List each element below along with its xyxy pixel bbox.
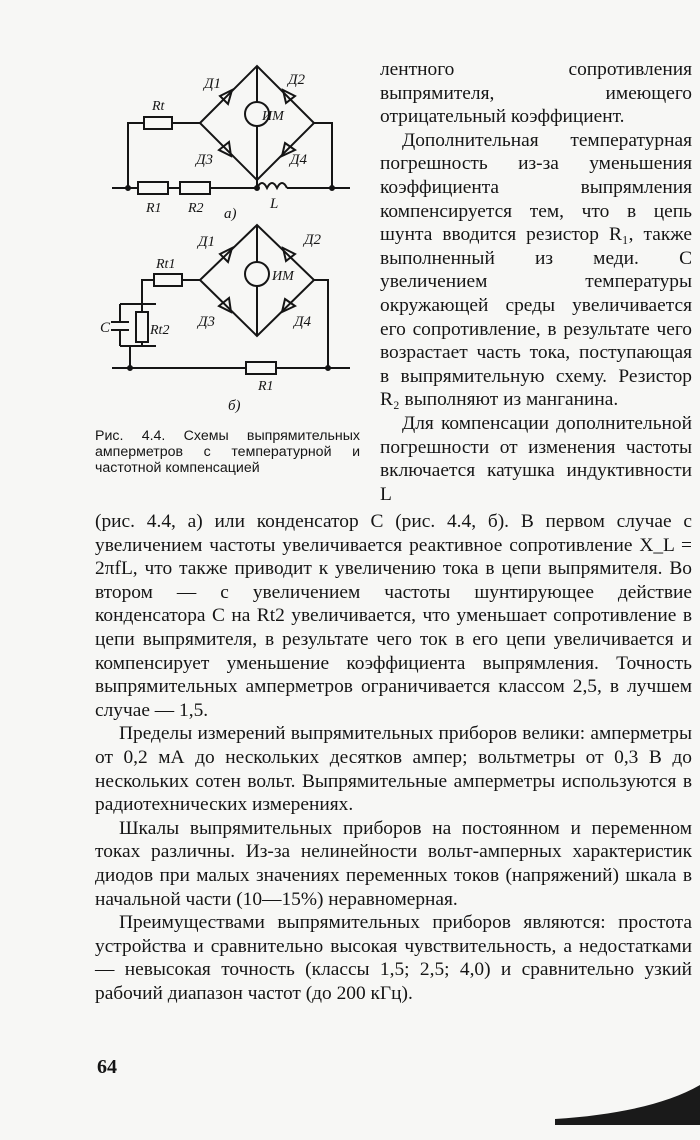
label-d2-b: Д2 — [304, 232, 322, 248]
paragraph: Дополнительная температурная погрешность из-за уменьшения коэффициента выпрямления компенсируется тем, что в цепь шунта вводится резистор R₁, также выполненный из меди. С увеличением температуры окружающей среды увеличивается его сопротивление, в результате чего возрастает часть тока, поступающая в выпрямительную схему. Резистор R₂ выполняют из манганина. — [380, 129, 692, 411]
paragraph: Шкалы выпрямительных приборов на постоянном и переменном токах различны. Из-за нелинейности вольт-амперных характеристик диодов при малых значениях переменных токов (напряжений) шкала в начальной части (10—15%) неравномерная. — [95, 817, 692, 910]
label-meter-b: ИМ — [272, 269, 294, 284]
page-edge-shadow — [555, 1075, 700, 1125]
resistor-rt1-icon — [154, 274, 182, 286]
paragraph: Пределы измерений выпрямительных приборов велики: амперметры от 0,2 мА до нескольких десятков ампер; вольтметры от 0,3 В до нескольких сотен вольт. Выпрямительные амперметры используются в радиотехнических измерениях. — [95, 723, 692, 816]
resistor-r2-icon — [180, 182, 210, 194]
circuit-diagrams — [100, 40, 370, 420]
circuit-figure — [100, 40, 370, 420]
label-d2-a: Д2 — [288, 72, 306, 88]
resistor-r1-b-icon — [246, 362, 276, 374]
paragraph: Преимуществами выпрямительных приборов являются: простота устройства и сравнительно высокая чувствительность, а недостатками — невысокая точность (классы 1,5; 2,5; 4,0) и сравнительно узкий рабочий диапазон частот (до 200 кГц). — [95, 912, 692, 1004]
paragraph: (рис. 4.4, а) или конденсатор C (рис. 4.4, б). В первом случае с увеличением частоты увеличивается реактивное сопротивление X_L = 2πfL, что также приводит к увеличению тока в цепи выпрямителя. Во втором — с увеличением частоты шунтирующее действие конденсатора C на Rt2 увеличивается, что уменьшает сопротивление в цепи выпрямителя, в результате чего ток в его цепи увеличивается и компенсирует уменьшение коэффициента выпрямления. Точность выпрямительных амперметров ограничивается классом 2,5, в лучшем случае — 1,5. — [95, 511, 692, 721]
label-r2: R2 — [188, 201, 204, 216]
figure-caption: Рис. 4.4. Схемы выпрямительных амперметров с температурной и частотной компенсацией — [95, 428, 360, 476]
label-meter-a: ИМ — [262, 109, 284, 124]
page-number: 64 — [97, 1056, 117, 1078]
right-column-text — [380, 58, 692, 506]
resistor-rt-icon — [144, 117, 172, 129]
label-l: L — [270, 196, 279, 212]
resistor-r1-a-icon — [138, 182, 168, 194]
resistor-rt2-icon — [136, 312, 148, 342]
label-d4-b: Д4 — [294, 314, 312, 330]
paragraph: лентного сопротивления выпрямителя, имеющего отрицательный коэффициент. — [380, 59, 692, 128]
label-d3-a: Д3 — [196, 152, 214, 168]
label-rt2: Rt2 — [150, 323, 170, 338]
label-r1-a: R1 — [146, 201, 162, 216]
label-rt1: Rt1 — [156, 257, 176, 272]
label-d1-a: Д1 — [204, 76, 222, 92]
label-rt: Rt — [152, 99, 165, 114]
circuit-a — [112, 66, 350, 194]
label-c: C — [100, 320, 111, 336]
label-panel-a: а) — [224, 206, 237, 222]
inductor-l-icon — [257, 183, 287, 188]
label-d3-b: Д3 — [198, 314, 216, 330]
label-r1-b: R1 — [258, 379, 274, 394]
meter-b-icon — [245, 262, 269, 286]
label-d1-b: Д1 — [198, 234, 216, 250]
paragraph: Для компенсации дополнительной погрешности от изменения частоты включается катушка индуктивности L — [380, 412, 692, 505]
label-d4-a: Д4 — [290, 152, 308, 168]
label-panel-b: б) — [228, 398, 241, 414]
main-text — [95, 510, 692, 1005]
